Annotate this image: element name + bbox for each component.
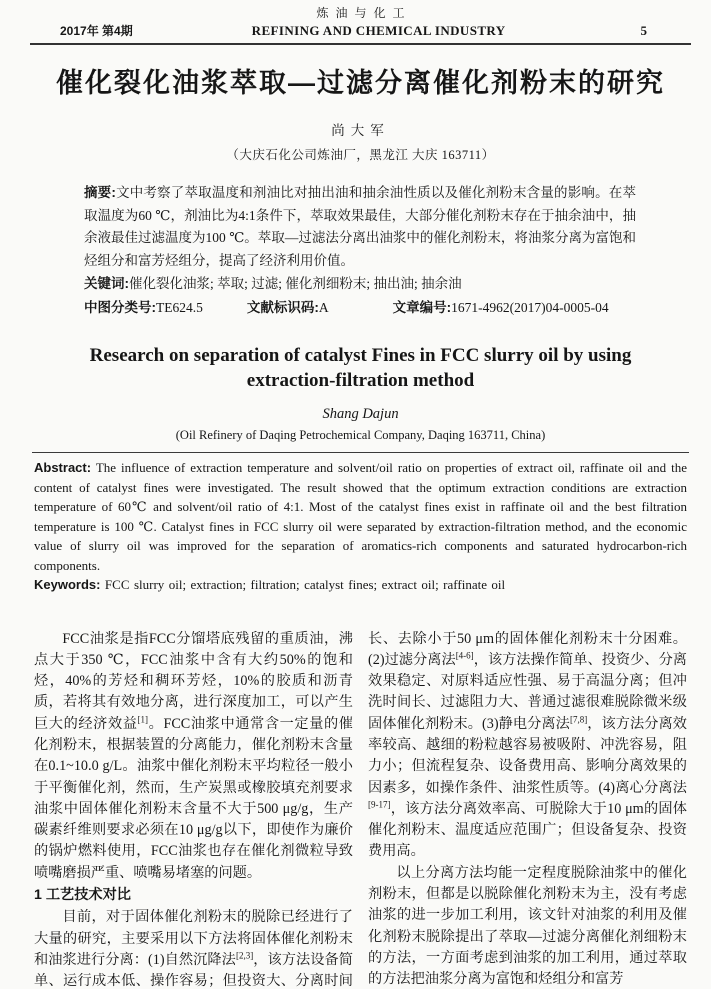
journal-title-cn: 炼油与化工 — [316, 6, 412, 20]
keywords-en — [34, 575, 687, 595]
author-name-cn: 尚大军 — [331, 123, 390, 138]
document-code: 文献标识码:A — [246, 299, 329, 315]
abstract-text-en: The influence of extraction temperature and solvent/oil ratio on properties of extract oil, raffinate oil and the content of catalyst fines were investigated. The result showed that the optimum extraction conditions are extraction temperature of 60℃ and solvent/oil ratio of 4:1. Most of the catalyst fines exist in raffinate oil and the best filtration temperature is 100 ℃. Catalyst fines in FCC slurry oil were separated by extraction-filtration method, and the economic value of slurry oil was improved for the separation of aromatics-rich components and saturated hydrocarbon-rich components. — [34, 460, 687, 573]
running-head — [34, 22, 687, 39]
page-number: 5 — [640, 23, 647, 38]
keywords-text-en: FCC slurry oil; extraction; filtration; catalyst fines; extract oil; raffinate oil — [104, 577, 506, 592]
clc-number: 中图分类号:TE624.5 — [84, 299, 203, 315]
keywords-cn — [84, 273, 636, 296]
journal-title-en: REFINING AND CHEMICAL INDUSTRY — [251, 23, 506, 38]
abstract-divider — [32, 452, 689, 453]
section-1-heading: 1 工艺技术对比 — [34, 887, 131, 904]
body-paragraph-3: 以上分离方法均能一定程度脱除油浆中的催化剂粉末，但都是以脱除催化剂粉末为主，没有考虑油浆的进一步加工利用，该文针对油浆的利用及催化剂粉末脱除提出了萃取—过滤分离催化剂细粉末的方法，一方面考虑到油浆的加工利用，通过萃取的方法把油浆分离为富饱和烃组分和富芳 — [368, 864, 687, 988]
abstract-block-cn — [84, 182, 636, 319]
article-title-en: Research on separation of catalyst Fines in FCC slurry oil by using extraction-filtration method — [89, 345, 632, 391]
keywords-label-en: Keywords: — [34, 577, 101, 592]
author-name-en: Shang Dajun — [322, 406, 399, 422]
body-paragraph-1: FCC油浆是指FCC分馏塔底残留的重质油，沸点大于350 ℃，FCC油浆中含有大约50%的饱和烃，40%的芳烃和稠环芳烃，10%的胶质和沥青质，若将其有效地分离，进行深度加工，可以产生巨大的经济效益[1]。FCC油浆中通常含一定量的催化剂粉末，根据装置的分离能力，催化剂粉末含量在0.1~10.0 g/L。油浆中催化剂粉末平均粒径一般小于平衡催化剂，然而，生产炭黑或橡胶填充剂要求油浆中固体催化剂粉末含量不大于500 μg/g，生产碳素纤维则要求必须在10 μg/g以下，即使作为廉价的锅炉燃料使用，FCC油浆也存在催化剂微粒导致喷嘴磨损严重、喷嘴易堵塞的问题。 — [34, 630, 353, 881]
abstract-cn — [84, 182, 636, 272]
body-paragraph-2: 目前，对于固体催化剂粉末的脱除已经进行了大量的研究，主要采用以下方法将固体催化剂粉末和油浆进行分离：(1)自然沉降法[2,3]，该方法设备简单、运行成本低、操作容易；但投资大、分离时间长、去除小于50 μm的固体催化剂粉末十分困难。(2)过滤分离法[4-6]，该方法操作简单、投资少、分离效果稳定、对原料适应性强、易于高温分离；但冲洗时间长、过滤阻力大、普通过滤很难脱除微米级固体催化剂粉末。(3)静电分离法[7,8]，该方法分离效率较高、越细的粉粒越容易被吸附、冲洗容易，阻力小；但流程复杂、设备费用高、影响分离效果的因素多，如操作条件、油浆性质等。(4)离心分离法[9-17]，该方法分离效率高、可脱除大于10 μm的固体催化剂粉末、温度适应范围广；但设备复杂、投资费用高。 — [34, 630, 687, 989]
header-divider — [30, 43, 691, 45]
article-body — [34, 629, 687, 989]
keywords-label-cn: 关键词: — [84, 276, 129, 291]
abstract-block-en — [34, 458, 687, 595]
affiliation-en: (Oil Refinery of Daqing Petrochemical Company, Daqing 163711, China) — [175, 428, 546, 442]
affiliation-cn: （大庆石化公司炼油厂，黑龙江 大庆 163711） — [226, 148, 495, 162]
abstract-text-cn: 文中考察了萃取温度和剂油比对抽出油和抽余油性质以及催化剂粉末含量的影响。在萃取温度为60 ℃，剂油比为4:1条件下，萃取效果最佳，大部分催化剂粉末存在于抽余油中，抽余液最佳过滤温度为100 ℃。萃取—过滤法分离出油浆中的催化剂粉末，将油浆分离为富饱和烃组分和富芳烃组分，提高了经济利用价值。 — [84, 185, 636, 268]
abstract-label-en: Abstract: — [34, 460, 92, 475]
abstract-label-cn: 摘要: — [84, 185, 116, 200]
article-title-cn: 催化裂化油浆萃取—过滤分离催化剂粉末的研究 — [56, 68, 665, 98]
article-id: 文章编号:1671-4962(2017)04-0005-04 — [392, 299, 609, 315]
classification-row — [84, 297, 636, 320]
abstract-en — [34, 458, 687, 575]
issue-label: 2017年 第4期 — [60, 24, 133, 38]
keywords-text-cn: 催化裂化油浆; 萃取; 过滤; 催化剂细粉末; 抽出油; 抽余油 — [129, 276, 462, 291]
